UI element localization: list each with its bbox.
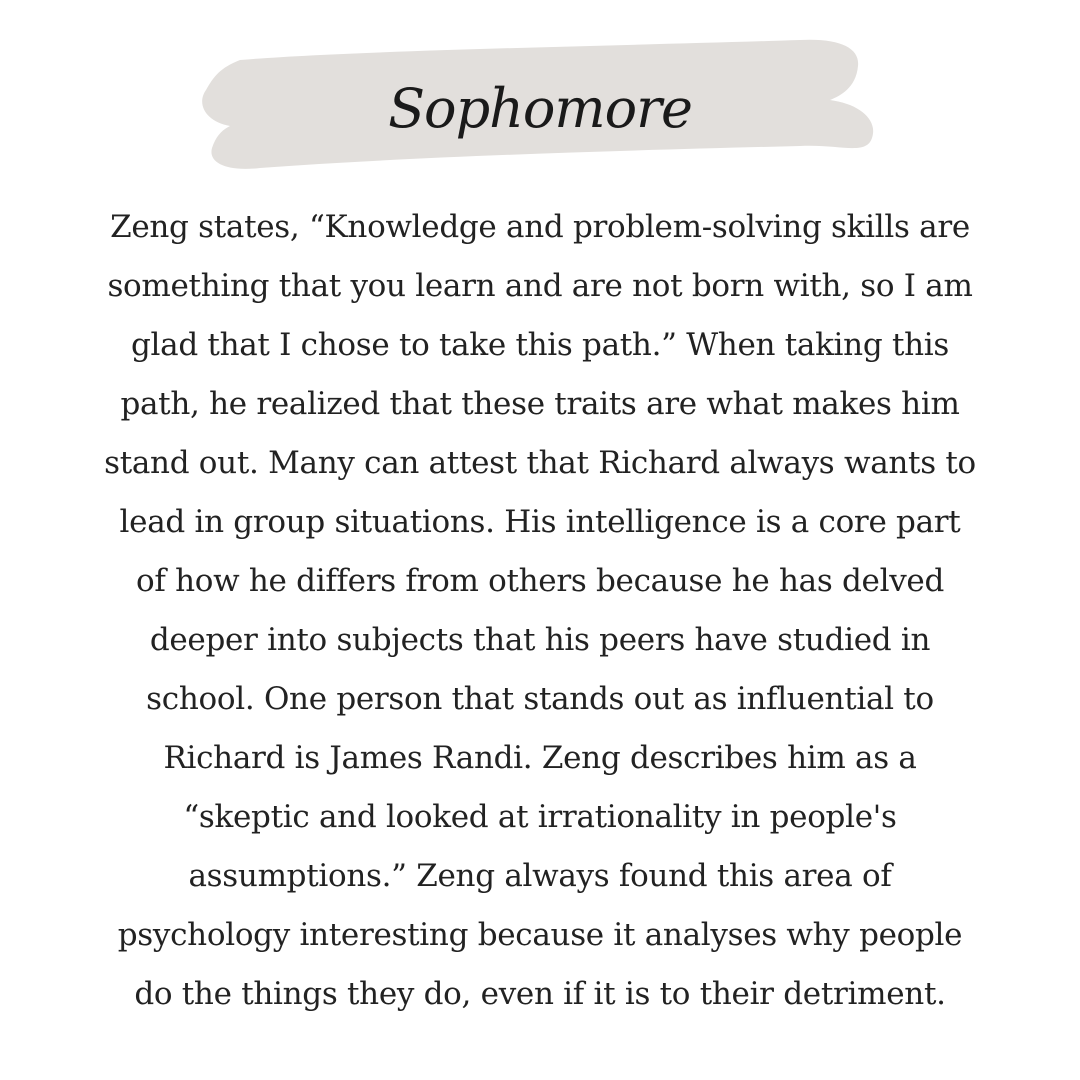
- article-line: path, he realized that these traits are what makes him: [120, 386, 960, 422]
- article-line: “skeptic and looked at irrationality in people's: [183, 799, 897, 835]
- article-line: Zeng states, “Knowledge and problem-solving skills are: [110, 209, 970, 245]
- article-body: [50, 198, 1030, 1024]
- article-line: of how he differs from others because he has delved: [135, 563, 945, 599]
- article-line: assumptions.” Zeng always found this area of: [188, 858, 892, 894]
- article-line: school. One person that stands out as influential to: [146, 681, 934, 717]
- article-line: deeper into subjects that his peers have studied in: [149, 622, 931, 658]
- article-line: stand out. Many can attest that Richard always wants to: [104, 445, 976, 481]
- article-line: glad that I chose to take this path.” When taking this: [130, 327, 949, 363]
- article-line: Richard is James Randi. Zeng describes him as a: [163, 740, 917, 776]
- article-line: lead in group situations. His intelligence is a core part: [119, 504, 961, 540]
- article-line: something that you learn and are not born with, so I am: [107, 268, 973, 304]
- title-banner: [200, 38, 880, 178]
- page-title: Sophomore: [388, 76, 692, 140]
- article-line: psychology interesting because it analyses why people: [117, 917, 963, 953]
- article-line: do the things they do, even if it is to their detriment.: [134, 976, 946, 1012]
